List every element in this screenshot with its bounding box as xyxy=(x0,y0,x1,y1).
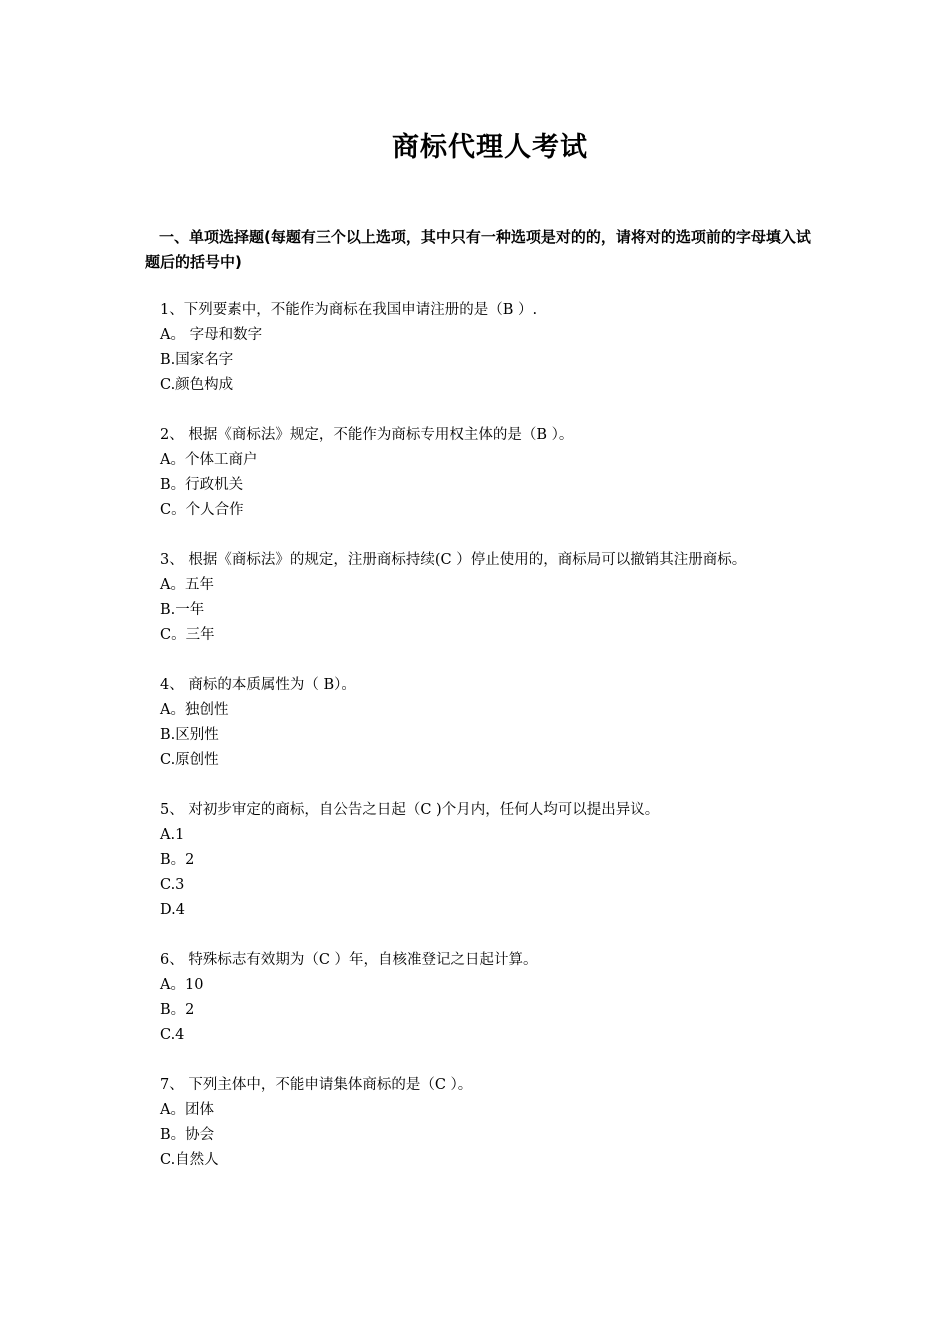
question-3 xyxy=(145,548,813,648)
option-c: C。个人合作 xyxy=(160,502,244,518)
option-c: C.原创性 xyxy=(160,752,219,768)
option-b: B。2 xyxy=(160,852,195,868)
question-6 xyxy=(145,948,813,1048)
option-c: C.4 xyxy=(160,1027,185,1043)
question-7 xyxy=(145,1073,813,1173)
option-c: C.颜色构成 xyxy=(160,377,234,393)
question-2 xyxy=(145,423,813,523)
question-stem: 5、 对初步审定的商标，自公告之日起（C )个月内，任何人均可以提出异议。 xyxy=(160,802,660,818)
question-list xyxy=(145,298,813,1198)
document-title: 商标代理人考试 xyxy=(392,132,588,163)
option-a: A。个体工商户 xyxy=(160,452,258,468)
option-a: A.1 xyxy=(160,827,185,843)
option-b: B.区别性 xyxy=(160,727,219,743)
question-stem: 7、 下列主体中，不能申请集体商标的是（C ）。 xyxy=(160,1077,473,1093)
option-b: B。2 xyxy=(160,1002,195,1018)
option-d: D.4 xyxy=(160,902,185,918)
option-a: A。 字母和数字 xyxy=(160,327,263,343)
option-a: A。团体 xyxy=(160,1102,214,1118)
option-b: B.一年 xyxy=(160,602,205,618)
option-b: B。协会 xyxy=(160,1127,215,1143)
option-b: B。行政机关 xyxy=(160,477,244,493)
question-stem: 6、 特殊标志有效期为（C ）年，自核准登记之日起计算。 xyxy=(160,952,538,968)
question-stem: 3、 根据《商标法》的规定，注册商标持续(C ）停止使用的，商标局可以撤销其注册商标。 xyxy=(160,552,747,568)
option-a: A。五年 xyxy=(160,577,214,593)
option-c: C.3 xyxy=(160,877,185,893)
option-a: A。独创性 xyxy=(160,702,229,718)
question-stem: 1、下列要素中，不能作为商标在我国申请注册的是（B ）. xyxy=(160,302,538,318)
question-4 xyxy=(145,673,813,773)
question-stem: 2、 根据《商标法》规定，不能作为商标专用权主体的是（B ）。 xyxy=(160,427,574,443)
option-c: C。三年 xyxy=(160,627,215,643)
option-a: A。10 xyxy=(160,977,204,993)
question-stem: 4、 商标的本质属性为（ B）。 xyxy=(160,677,356,693)
question-5 xyxy=(145,798,813,923)
section-heading: 一、单项选择题(每题有三个以上选项，其中只有一种选项是对的的，请将对的选项前的字母填入试题后的括号中) xyxy=(145,228,811,271)
option-b: B.国家名字 xyxy=(160,352,234,368)
question-1 xyxy=(145,298,813,398)
option-c: C.自然人 xyxy=(160,1152,219,1168)
